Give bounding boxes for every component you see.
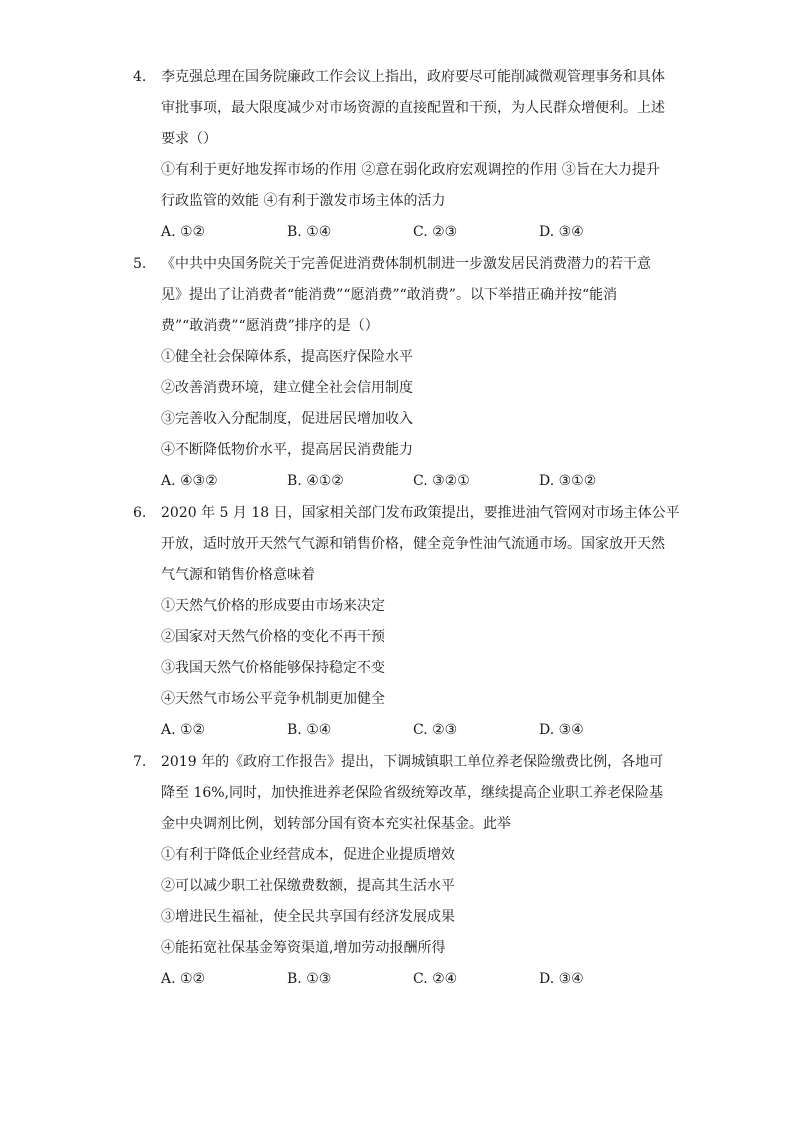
question-item-line: ①天然气价格的形成要由市场来决定: [161, 598, 385, 614]
question-stem-line: 2019 年的《政府工作报告》提出，下调城镇职工单位养老保险缴费比例，各地可: [161, 754, 664, 770]
question-stem-line: 金中央调剂比例，划转部分国有资本充实社保基金。此举: [161, 816, 511, 832]
option-b[interactable]: B. ①④: [287, 224, 332, 240]
question-item-line: ④天然气市场公平竞争机制更加健全: [161, 691, 385, 707]
option-b[interactable]: B. ④①②: [287, 473, 344, 489]
option-a[interactable]: A. ①②: [161, 971, 206, 987]
question-item-line: ②国家对天然气价格的变化不再干预: [161, 629, 385, 645]
option-c[interactable]: C. ②④: [413, 971, 458, 987]
option-d[interactable]: D. ③①②: [539, 473, 597, 489]
question-item-line: ③完善收入分配制度，促进居民增加收入: [161, 411, 413, 427]
question-item-line: 行政监管的效能 ④有利于激发市场主体的活力: [161, 193, 446, 209]
question-stem-line: 《中共中央国务院关于完善促进消费体制机制进一步激发居民消费潜力的若干意: [161, 256, 651, 272]
question-item-line: ①有利于更好地发挥市场的作用 ②意在弱化政府宏观调控的作用 ③旨在大力提升: [161, 162, 660, 178]
question-number: 7.: [133, 754, 147, 770]
option-b[interactable]: B. ①③: [287, 971, 332, 987]
question-stem-line: 要求（）: [161, 131, 217, 147]
question-item-line: ②改善消费环境，建立健全社会信用制度: [161, 380, 413, 396]
option-c[interactable]: C. ③②①: [413, 473, 470, 489]
question-stem-line: 降至 16%,同时，加快推进养老保险省级统筹改革，继续提高企业职工养老保险基: [161, 785, 664, 801]
question-stem-line: 见》提出了让消费者“能消费”“愿消费”“敢消费”。以下举措正确并按“能消: [161, 287, 618, 303]
question-stem-line: 审批事项，最大限度减少对市场资源的直接配置和干预，为人民群众增便利。上述: [161, 100, 665, 116]
question-item-line: ②可以减少职工社保缴费数额，提高其生活水平: [161, 878, 455, 894]
question-stem-line: 气气源和销售价格意味着: [161, 567, 315, 583]
option-d[interactable]: D. ③④: [539, 224, 584, 240]
question-stem-line: 开放，适时放开天然气气源和销售价格，健全竞争性油气流通市场。国家放开天然: [161, 536, 665, 552]
question-stem-line: 费”“敢消费”“愿消费”排序的是（）: [161, 318, 379, 334]
option-b[interactable]: B. ①④: [287, 722, 332, 738]
question-item-line: ③增进民生福祉，使全民共享国有经济发展成果: [161, 909, 455, 925]
option-c[interactable]: C. ②③: [413, 722, 458, 738]
option-d[interactable]: D. ③④: [539, 971, 584, 987]
option-a[interactable]: A. ①②: [161, 224, 206, 240]
option-c[interactable]: C. ②③: [413, 224, 458, 240]
question-number: 6.: [133, 505, 147, 521]
question-number: 4.: [133, 69, 147, 85]
option-a[interactable]: A. ④③②: [161, 473, 218, 489]
question-item-line: ④不断降低物价水平，提高居民消费能力: [161, 442, 413, 458]
option-d[interactable]: D. ③④: [539, 722, 584, 738]
option-a[interactable]: A. ①②: [161, 722, 206, 738]
question-item-line: ③我国天然气价格能够保持稳定不变: [161, 660, 385, 676]
question-stem-line: 李克强总理在国务院廉政工作会议上指出，政府要尽可能削减微观管理事务和具体: [161, 69, 665, 85]
question-item-line: ①有利于降低企业经营成本，促进企业提质增效: [161, 847, 455, 863]
question-item-line: ④能拓宽社保基金筹资渠道,增加劳动报酬所得: [161, 940, 446, 956]
question-item-line: ①健全社会保障体系，提高医疗保险水平: [161, 349, 413, 365]
question-stem-line: 2020 年 5 月 18 日，国家相关部门发布政策提出，要推进油气管网对市场主体公平: [161, 505, 680, 521]
question-number: 5.: [133, 256, 147, 272]
